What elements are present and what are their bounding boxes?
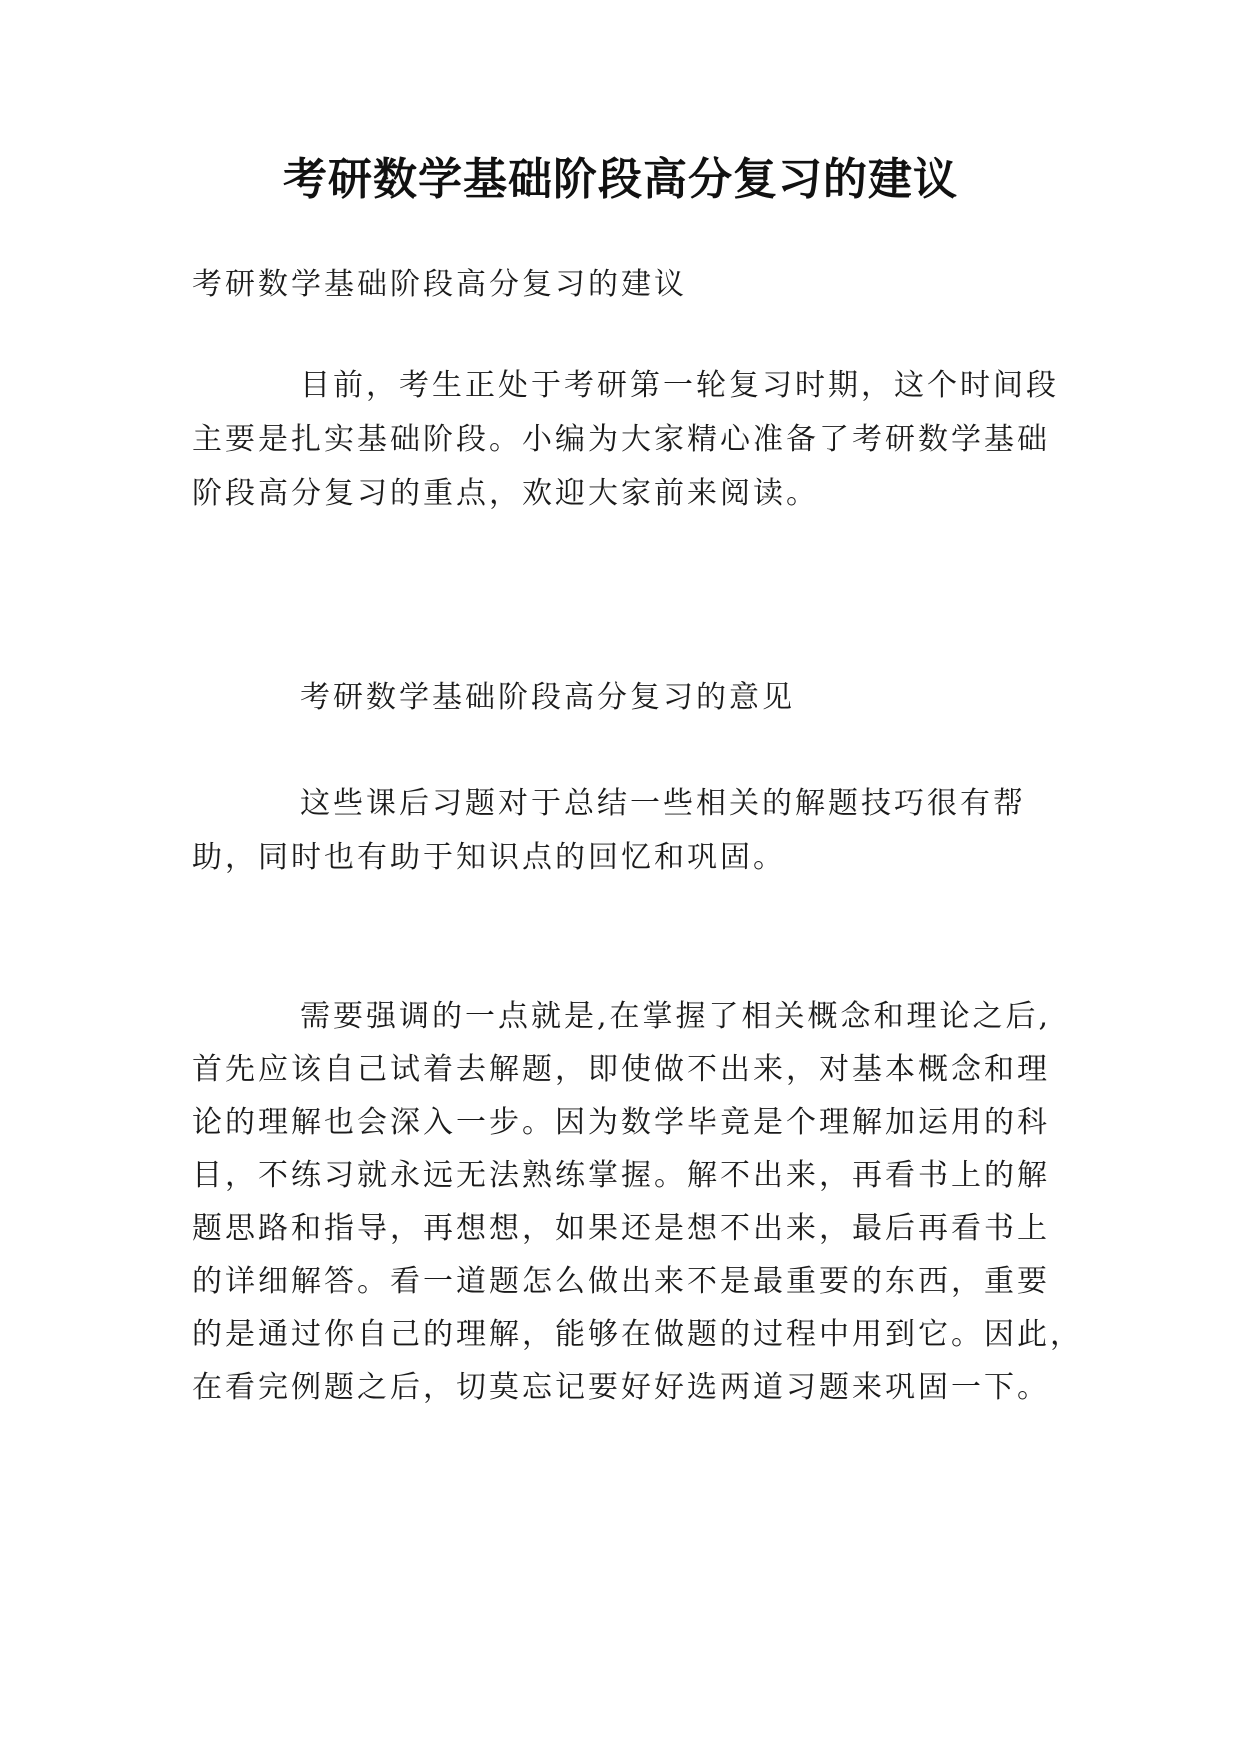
paragraph-2-line-2: 助，同时也有助于知识点的回忆和巩固。 xyxy=(192,840,786,875)
paragraph-3-line-4: 目，不练习就永远无法熟练掌握。解不出来，再看书上的解 xyxy=(192,1158,1050,1193)
paragraph-3-line-3: 论的理解也会深入一步。因为数学毕竟是个理解加运用的科 xyxy=(192,1105,1050,1140)
paragraph-3-line-1: 需要强调的一点就是,在掌握了相关概念和理论之后, xyxy=(300,999,1052,1034)
paragraph-3-line-5: 题思路和指导，再想想，如果还是想不出来，最后再看书上 xyxy=(192,1211,1050,1246)
paragraph-3-line-2: 首先应该自己试着去解题，即使做不出来，对基本概念和理 xyxy=(192,1052,1050,1087)
paragraph-3-line-7: 的是通过你自己的理解，能够在做题的过程中用到它。因此， xyxy=(192,1317,1083,1352)
document-subtitle: 考研数学基础阶段高分复习的建议 xyxy=(192,267,687,302)
paragraph-1-line-3: 阶段高分复习的重点，欢迎大家前来阅读。 xyxy=(192,476,819,511)
paragraph-2-line-1: 这些课后习题对于总结一些相关的解题技巧很有帮 xyxy=(300,786,1026,821)
section-heading: 考研数学基础阶段高分复习的意见 xyxy=(300,680,795,715)
paragraph-1-line-2: 主要是扎实基础阶段。小编为大家精心准备了考研数学基础 xyxy=(192,422,1050,457)
document-title: 考研数学基础阶段高分复习的建议 xyxy=(283,154,958,205)
paragraph-3-line-6: 的详细解答。看一道题怎么做出来不是最重要的东西，重要 xyxy=(192,1264,1050,1299)
paragraph-1-line-1: 目前，考生正处于考研第一轮复习时期，这个时间段 xyxy=(300,368,1059,403)
paragraph-3-line-8: 在看完例题之后，切莫忘记要好好选两道习题来巩固一下。 xyxy=(192,1370,1050,1405)
